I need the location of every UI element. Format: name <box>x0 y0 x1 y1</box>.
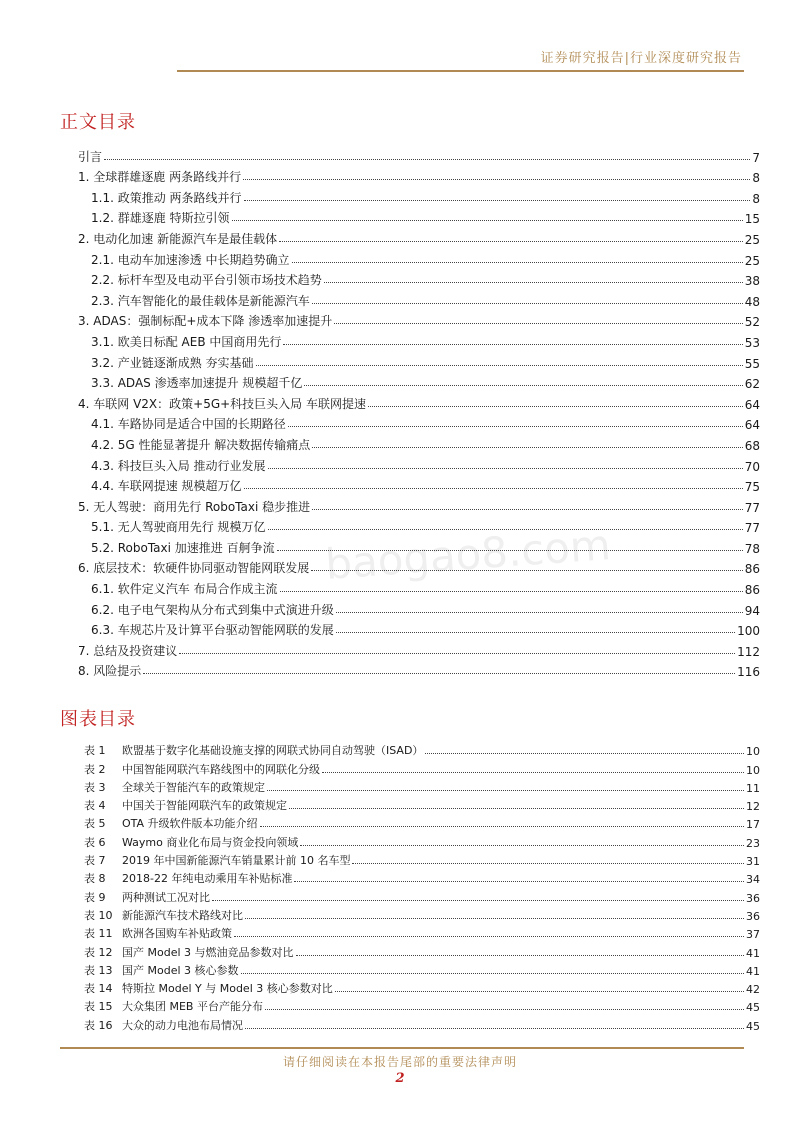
figure-entry-label: 欧盟基于数字化基础设施支撑的网联式协同自动驾驶（ISAD） <box>122 744 424 758</box>
figure-entry-page: 45 <box>746 1019 760 1033</box>
figure-entry-id: 表 12 <box>84 945 113 959</box>
figure-entry-label: 中国智能网联汽车路线图中的网联化分级 <box>122 762 320 776</box>
toc-entry[interactable] <box>78 247 760 268</box>
toc-entry-page: 48 <box>744 294 760 309</box>
toc-entry-label: 3.3. ADAS 渗透率加速提升 规模超千亿 <box>91 376 303 391</box>
toc-entry-page: 94 <box>744 603 760 618</box>
toc-entry-page: 77 <box>744 500 760 515</box>
toc-entry[interactable] <box>78 371 760 392</box>
toc-entry-page: 62 <box>744 377 760 392</box>
figure-entry-page: 37 <box>746 928 760 942</box>
toc-entry-label: 8. 风险提示 <box>78 664 142 679</box>
toc-entry[interactable] <box>78 597 760 618</box>
toc-entry[interactable] <box>78 268 760 289</box>
figure-entry[interactable] <box>84 740 760 758</box>
toc-entry[interactable] <box>78 165 760 186</box>
toc-list <box>78 144 760 679</box>
figure-entry-page: 41 <box>746 946 760 960</box>
figure-entry-id: 表 4 <box>84 799 106 813</box>
toc-entry-page: 52 <box>744 315 760 330</box>
figure-entry-page: 17 <box>746 818 760 832</box>
dot-leader <box>243 179 750 180</box>
figure-entry-id: 表 14 <box>84 982 113 996</box>
toc-entry[interactable] <box>78 350 760 371</box>
figure-entry-id: 表 15 <box>84 1000 113 1014</box>
figure-entry[interactable] <box>84 850 760 868</box>
dot-leader <box>336 612 743 613</box>
figure-entry-id: 表 9 <box>84 890 106 904</box>
figure-entry[interactable] <box>84 978 760 996</box>
dot-leader <box>334 323 743 324</box>
figure-entry-page: 42 <box>746 983 760 997</box>
figure-entry[interactable] <box>84 1014 760 1032</box>
toc-entry-label: 7. 总结及投资建议 <box>78 643 178 658</box>
dot-leader <box>352 863 744 864</box>
toc-entry[interactable] <box>78 185 760 206</box>
figure-entry-label: 大众的动力电池布局情况 <box>122 1018 243 1032</box>
toc-entry[interactable] <box>78 206 760 227</box>
dot-leader <box>300 845 744 846</box>
figure-entry[interactable] <box>84 813 760 831</box>
toc-entry-label: 6.3. 车规芯片及计算平台驱动智能网联的发展 <box>91 623 334 638</box>
toc-entry-label: 3.1. 欧美日标配 AEB 中国商用先行 <box>91 334 282 349</box>
figure-entry-id: 表 7 <box>84 854 106 868</box>
toc-entry-page: 38 <box>744 274 760 289</box>
figure-entry-id: 表 11 <box>84 927 113 941</box>
toc-entry[interactable] <box>78 659 760 680</box>
watermark: baogao8.com <box>323 520 613 589</box>
toc-entry-label: 2. 电动化加速 新能源汽车是最佳载体 <box>78 231 278 246</box>
dot-leader <box>425 753 744 754</box>
dot-leader <box>294 881 744 882</box>
figure-entry[interactable] <box>84 960 760 978</box>
toc-entry[interactable] <box>78 144 760 165</box>
header-rule <box>177 70 744 72</box>
dot-leader <box>260 826 744 827</box>
toc-entry-page: 7 <box>752 150 760 165</box>
dot-leader <box>324 282 743 283</box>
dot-leader <box>267 790 744 791</box>
dot-leader <box>288 426 743 427</box>
footer-rule <box>60 1047 744 1049</box>
dot-leader <box>336 632 735 633</box>
figure-entry[interactable] <box>84 758 760 776</box>
dot-leader <box>368 406 743 407</box>
toc-entry-page: 53 <box>744 335 760 350</box>
figure-entry-page: 45 <box>746 1001 760 1015</box>
toc-entry[interactable] <box>78 453 760 474</box>
toc-entry-label: 5.1. 无人驾驶商用先行 规模万亿 <box>91 520 266 535</box>
toc-entry-label: 4.4. 车联网提速 规模超万亿 <box>91 479 242 494</box>
toc-entry-page: 75 <box>744 480 760 495</box>
toc-entry[interactable] <box>78 432 760 453</box>
toc-entry-page: 15 <box>744 212 760 227</box>
dot-leader <box>312 303 743 304</box>
toc-entry-page: 86 <box>744 583 760 598</box>
dot-leader <box>234 936 744 937</box>
page-number: 2 <box>395 1071 405 1086</box>
toc-entry[interactable] <box>78 288 760 309</box>
figure-entry[interactable] <box>84 795 760 813</box>
footer-notice: 请仔细阅读在本报告尾部的重要法律声明 <box>282 1055 517 1069</box>
figure-entry-page: 12 <box>746 800 760 814</box>
figure-entry-id: 表 10 <box>84 908 113 922</box>
toc-entry-page: 25 <box>744 232 760 247</box>
dot-leader <box>245 918 744 919</box>
toc-entry-page: 25 <box>744 253 760 268</box>
figure-entry-label: 欧洲各国购车补贴政策 <box>122 927 232 941</box>
toc-entry-page: 64 <box>744 418 760 433</box>
figure-list-title: 图表目录 <box>60 709 136 730</box>
dot-leader <box>241 973 744 974</box>
toc-entry-page: 64 <box>744 397 760 412</box>
toc-entry[interactable] <box>78 226 760 247</box>
figure-entry-id: 表 3 <box>84 780 106 794</box>
toc-entry-label: 2.1. 电动车加速渗透 中长期趋势确立 <box>91 252 290 267</box>
figure-entry-page: 34 <box>746 873 760 887</box>
toc-entry-page: 116 <box>737 665 760 680</box>
figure-entry-page: 11 <box>746 781 760 795</box>
figure-entry-label: 两种测试工况对比 <box>122 890 210 904</box>
toc-entry-label: 6.2. 电子电气架构从分布式到集中式演进升级 <box>91 602 334 617</box>
figure-entry-label: 全球关于智能汽车的政策规定 <box>122 780 265 794</box>
dot-leader <box>268 468 743 469</box>
figure-entry-id: 表 1 <box>84 744 106 758</box>
figure-entry-page: 31 <box>746 855 760 869</box>
header-title: 证券研究报告|行业深度研究报告 <box>540 51 742 66</box>
dot-leader <box>104 159 750 160</box>
figure-entry-id: 表 13 <box>84 963 113 977</box>
dot-leader <box>312 447 742 448</box>
toc-entry[interactable] <box>78 474 760 495</box>
figure-entry-id: 表 6 <box>84 835 106 849</box>
figure-entry[interactable] <box>84 941 760 959</box>
figure-entry-label: 新能源汽车技术路线对比 <box>122 908 243 922</box>
toc-title: 正文目录 <box>60 112 136 133</box>
figure-entry[interactable] <box>84 777 760 795</box>
figure-entry-page: 36 <box>746 891 760 905</box>
dot-leader <box>179 653 735 654</box>
dot-leader <box>322 772 744 773</box>
figure-entry-label: 2019 年中国新能源汽车销量累计前 10 名车型 <box>122 854 351 868</box>
toc-entry[interactable] <box>78 618 760 639</box>
toc-entry[interactable] <box>78 391 760 412</box>
toc-entry-label: 5. 无人驾驶：商用先行 RoboTaxi 稳步推进 <box>78 499 311 514</box>
toc-entry-label: 6.1. 软件定义汽车 布局合作成主流 <box>91 582 278 597</box>
figure-entry-label: 大众集团 MEB 平台产能分布 <box>122 1000 263 1014</box>
figure-entry-page: 23 <box>746 836 760 850</box>
figure-entry-page: 41 <box>746 964 760 978</box>
figure-entry-page: 10 <box>746 763 760 777</box>
toc-entry-label: 1. 全球群雄逐鹿 两条路线并行 <box>78 170 242 185</box>
toc-entry-page: 77 <box>744 521 760 536</box>
figure-entry-id: 表 16 <box>84 1018 113 1032</box>
dot-leader <box>256 365 743 366</box>
figure-entry-label: 2018-22 年纯电动乘用车补贴标准 <box>122 872 293 886</box>
toc-entry-page: 8 <box>752 191 760 206</box>
toc-entry-page: 86 <box>744 562 760 577</box>
dot-leader <box>232 220 743 221</box>
toc-entry-label: 3.2. 产业链逐渐成熟 夯实基础 <box>91 355 254 370</box>
figure-entry-label: Waymo 商业化布局与资金投向领域 <box>122 835 299 849</box>
toc-entry-label: 4. 车联网 V2X：政策+5G+科技巨头入局 车联网提速 <box>78 396 367 411</box>
toc-entry[interactable] <box>78 309 760 330</box>
figure-entry[interactable] <box>84 996 760 1014</box>
toc-entry-page: 55 <box>744 356 760 371</box>
toc-entry[interactable] <box>78 494 760 515</box>
dot-leader <box>289 808 744 809</box>
dot-leader <box>312 509 743 510</box>
dot-leader <box>212 900 744 901</box>
toc-entry-page: 78 <box>744 541 760 556</box>
toc-entry-label: 1.1. 政策推动 两条路线并行 <box>91 190 242 205</box>
figure-entry-page: 10 <box>746 745 760 759</box>
figure-entry-id: 表 5 <box>84 817 106 831</box>
toc-entry-label: 4.1. 车路协同是适合中国的长期路径 <box>91 417 286 432</box>
dot-leader <box>304 385 742 386</box>
dot-leader <box>280 591 743 592</box>
figure-entry-label: OTA 升级软件版本功能介绍 <box>122 817 258 831</box>
toc-entry-page: 70 <box>744 459 760 474</box>
figure-entry-label: 国产 Model 3 核心参数 <box>122 963 239 977</box>
dot-leader <box>279 241 743 242</box>
toc-entry-label: 5.2. RoboTaxi 加速推进 百舸争流 <box>91 540 275 555</box>
dot-leader <box>335 991 744 992</box>
dot-leader <box>283 344 742 345</box>
toc-entry-label: 6. 底层技术：软硬件协同驱动智能网联发展 <box>78 561 310 576</box>
figure-list <box>84 740 760 1033</box>
figure-entry[interactable] <box>84 905 760 923</box>
figure-entry[interactable] <box>84 923 760 941</box>
toc-entry-page: 68 <box>744 438 760 453</box>
figure-entry-label: 国产 Model 3 与燃油竞品参数对比 <box>122 945 294 959</box>
figure-entry[interactable] <box>84 831 760 849</box>
dot-leader <box>143 673 735 674</box>
dot-leader <box>265 1009 744 1010</box>
toc-entry-label: 引言 <box>78 149 103 164</box>
toc-entry-label: 4.3. 科技巨头入局 推动行业发展 <box>91 458 266 473</box>
toc-entry-label: 4.2. 5G 性能显著提升 解决数据传输痛点 <box>91 437 311 452</box>
dot-leader <box>296 955 744 956</box>
figure-entry-page: 36 <box>746 909 760 923</box>
toc-entry-page: 100 <box>737 624 760 639</box>
dot-leader <box>245 1028 744 1029</box>
toc-entry[interactable] <box>78 329 760 350</box>
dot-leader <box>244 488 743 489</box>
toc-entry[interactable] <box>78 412 760 433</box>
toc-entry-page: 112 <box>737 644 760 659</box>
toc-entry-label: 2.3. 汽车智能化的最佳载体是新能源汽车 <box>91 293 310 308</box>
figure-entry-id: 表 8 <box>84 872 106 886</box>
toc-entry-label: 3. ADAS：强制标配+成本下降 渗透率加速提升 <box>78 314 333 329</box>
figure-entry-label: 特斯拉 Model Y 与 Model 3 核心参数对比 <box>122 982 333 996</box>
toc-entry[interactable] <box>78 515 760 536</box>
figure-entry-id: 表 2 <box>84 762 106 776</box>
toc-entry-label: 2.2. 标杆车型及电动平台引领市场技术趋势 <box>91 273 322 288</box>
toc-entry[interactable] <box>78 638 760 659</box>
dot-leader <box>292 262 743 263</box>
toc-entry-label: 1.2. 群雄逐鹿 特斯拉引领 <box>91 211 230 226</box>
toc-entry-page: 8 <box>752 171 760 186</box>
dot-leader <box>244 200 751 201</box>
figure-entry-label: 中国关于智能网联汽车的政策规定 <box>122 799 287 813</box>
figure-entry[interactable] <box>84 868 760 886</box>
figure-entry[interactable] <box>84 886 760 904</box>
